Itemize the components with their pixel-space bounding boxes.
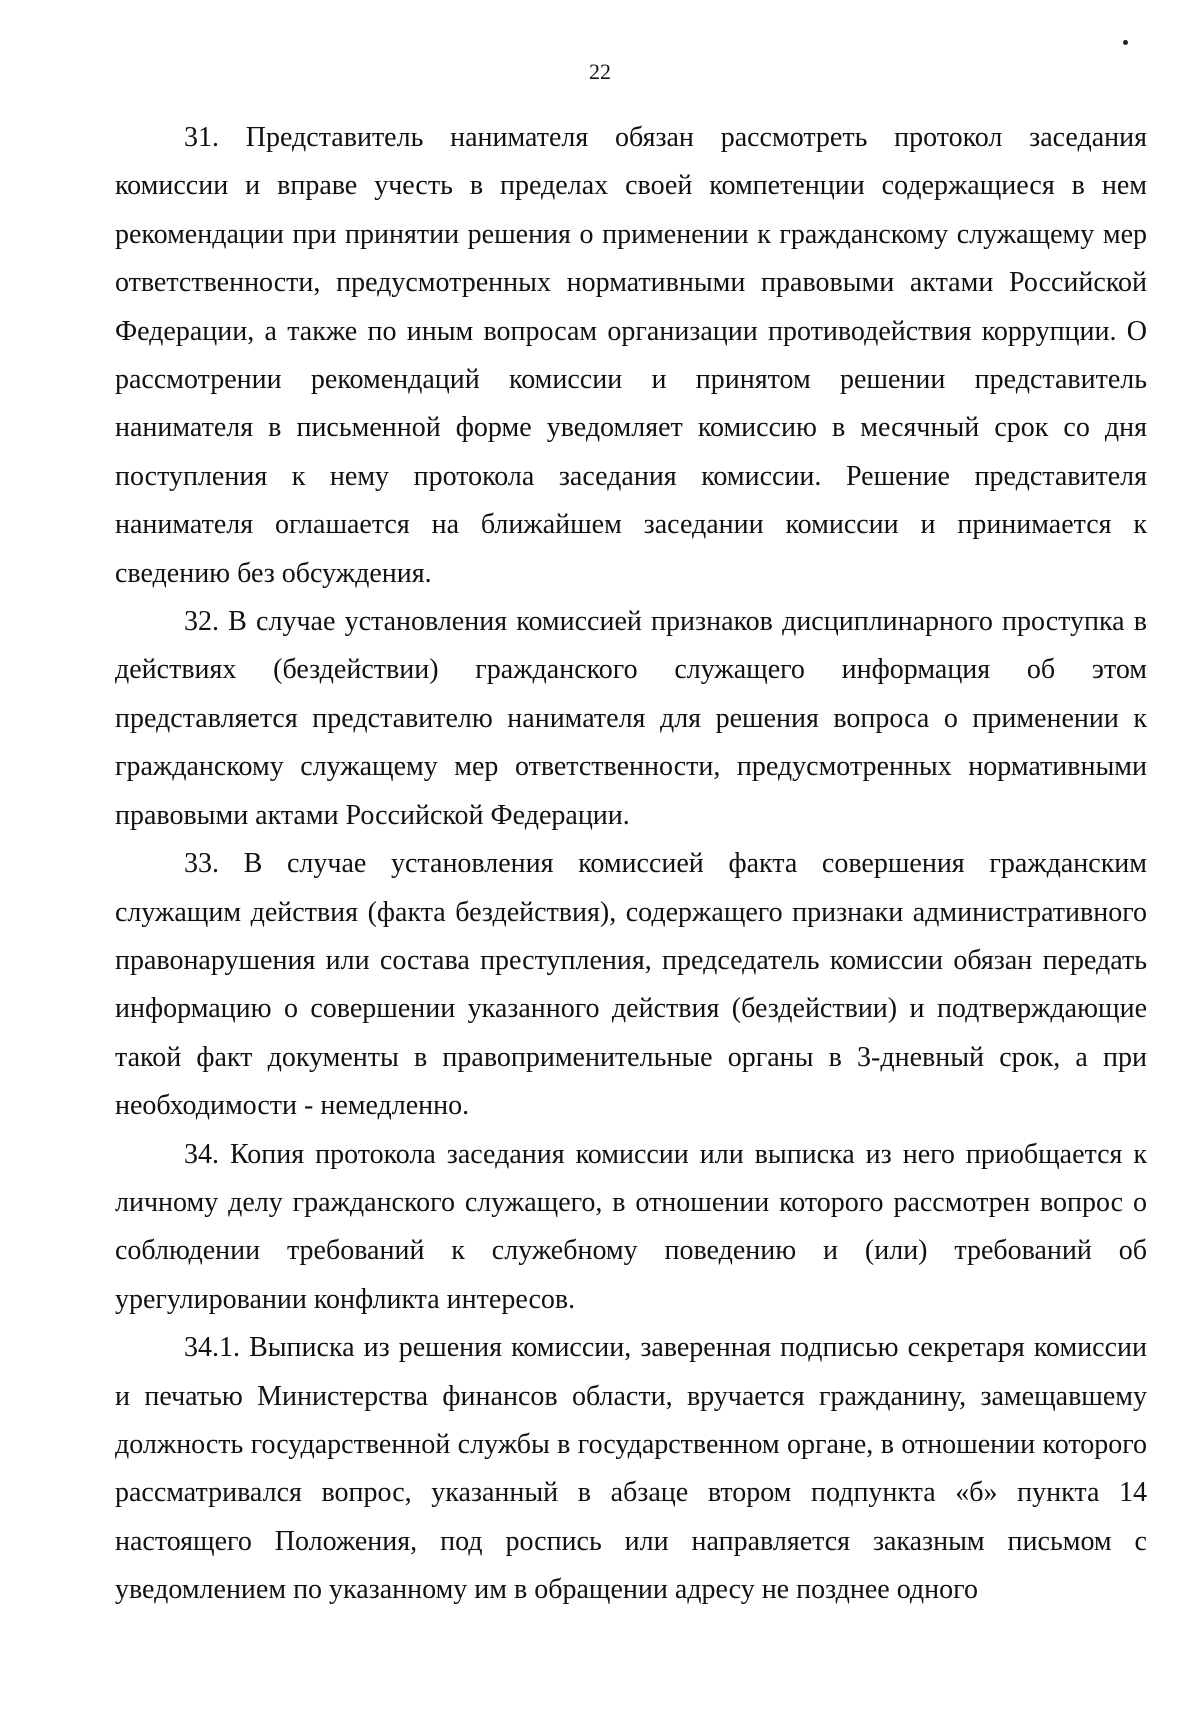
paragraph-31: 31. Представитель нанимателя обязан рассмотреть протокол заседания комиссии и вправе учесть в пределах своей компетенции содержащиеся в нем рекомендации при принятии решения о применении к гражданскому служащему мер ответственности, предусмотренных нормативными правовыми актами Российской Федерации, а также по иным вопросам организации противодействия коррупции. О рассмотрении рекомендаций комиссии и принятом решении представитель нанимателя в письменной форме уведомляет комиссию в месячный срок со дня поступления к нему протокола заседания комиссии. Решение представителя нанимателя оглашается на ближайшем заседании комиссии и принимается к сведению без обсуждения. (115, 122, 1147, 589)
paragraph-32: 32. В случае установления комиссией признаков дисциплинарного проступка в действиях (бездействии) гражданского служащего информация об этом представляется представителю нанимателя для решения вопроса о применении к гражданскому служащему мер ответственности, предусмотренных нормативными правовыми актами Российской Федерации. (115, 606, 1147, 831)
paragraph-34-1: 34.1. Выписка из решения комиссии, заверенная подписью секретаря комиссии и печатью Министерства финансов области, вручается гражданину, замещавшему должность государственной службы в государственном органе, в отношении которого рассматривался вопрос, указанный в абзаце втором подпункта «б» пункта 14 настоящего Положения, под роспись или направляется заказным письмом с уведомлением по указанному им в обращении адресу не позднее одного (115, 1332, 1147, 1606)
page-number: 22 (589, 59, 611, 84)
document-body (115, 114, 1147, 1615)
paragraph-34: 34. Копия протокола заседания комиссии или выписка из него приобщается к личному делу гражданского служащего, в отношении которого рассмотрен вопрос о соблюдении требований к служебному поведению и (или) требований об урегулировании конфликта интересов. (115, 1138, 1147, 1315)
scan-speck-mark (1123, 40, 1128, 45)
paragraph-33: 33. В случае установления комиссией факта совершения гражданским служащим действия (факта бездействия), содержащего признаки административного правонарушения или состава преступления, председатель комиссии обязан передать информацию о совершении указанного действия (бездействии) и подтверждающие такой факт документы в правоприменительные органы в 3-дневный срок, а при необходимости - немедленно. (115, 848, 1147, 1122)
